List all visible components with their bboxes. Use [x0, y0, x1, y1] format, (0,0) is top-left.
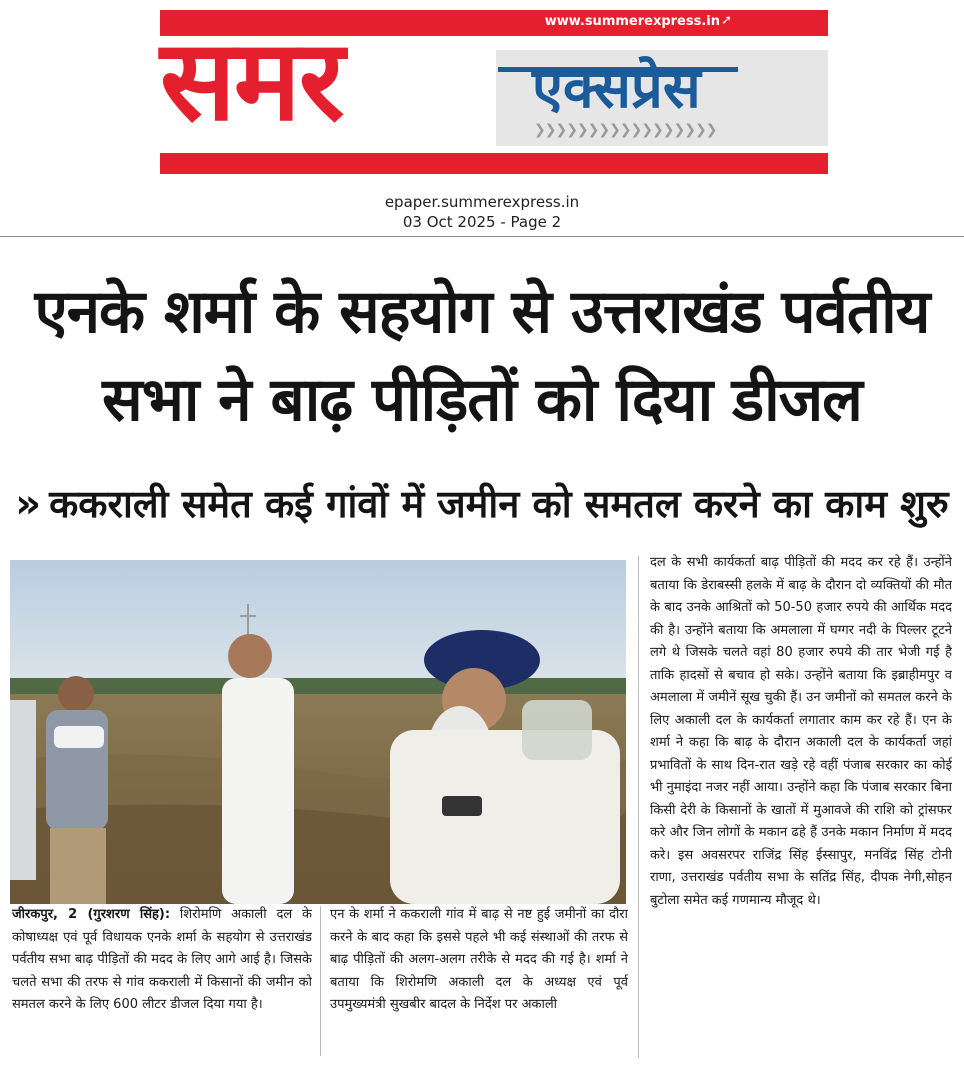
masthead-title-red: समर [160, 16, 343, 146]
article-column-1 [12, 904, 312, 1060]
cursor-arrow-icon: ➚ [721, 13, 732, 28]
headline-line-1: एनके शर्मा के सहयोग से उत्तराखंड पर्वतीय [34, 277, 930, 347]
column-divider [320, 906, 321, 1056]
subheadline [0, 476, 964, 532]
epaper-site: epaper.summerexpress.in [384, 193, 580, 211]
article-dateline: जीरकपुर, 2 (गुरशरण सिंह): [12, 907, 171, 922]
news-photo-image [10, 560, 626, 904]
article-column-1-text: शिरोमणि अकाली दल के कोषाध्यक्ष एवं पूर्व विधायक एनके शर्मा के सहयोग से उत्तराखंड पर्वतीय सभा बाढ़ पीड़ितों की मदद के लिए आगे आई है। जिसके चलते सभा की तरफ से गांव ककराली में किसानों की जमीन को समतल करने के लिए 600 लीटर डीजल दिया गया है। [12, 907, 312, 1012]
page-headline [0, 268, 964, 444]
article-column-3-text: दल के सभी कार्यकर्ता बाढ़ पीड़ितों की मदद कर रहे हैं। उन्होंने बताया कि डेराबस्सी हलके में बाढ़ के दौरान दो व्यक्तियों की मौत के बाद उनके आश्रितों को 50-50 हजार रुपये की आर्थिक मदद की है। उन्होंने बताया कि अमलाला में घग्गर नदी के पिल्लर टूटने लगे थे जिसके चलते वहां 80 हजार रुपये की तार भेजी गई है ताकि हादसों से बचाव हो सके। उन्होंने बताया कि इब्राहीमपुर व अमलाला में जमीनें सूख चुकी हैं। उन जमीनों को समतल करने के लिए अकाली दल के कार्यकर्ता लगातार काम कर रहे हैं। एन के शर्मा ने कहा कि बाढ़ के दौरान अकाली दल के कार्यकर्ता जहां प्रभावितों के साथ दिन-रात खड़े रहे वहीं पंजाब सरकार का कोई भी नुमाइंदा नजर नहीं आया। उन्होंने कहा कि पंजाब सरकार बिना किसी देरी के किसानों के खातों में मुआवजे की राशि को ट्रांसफर करे और जिन लोगों के मकान ढहे हैं उनके मकान निर्माण में मदद करे। इस अवसरपर राजिंद्र सिंह ईस्सापुर, मनविंद्र सिंह टोनी राणा, उत्तराखंड पर्वतीय सभा के सतिंद्र सिंह, दीपक नेगी,सोहन बुटोला समेत कई गणमान्य मौजूद थे। [650, 555, 952, 908]
person-far-right [522, 700, 592, 760]
masthead-logo [160, 10, 828, 174]
masthead-title-blue: एक्सप्रेस [532, 56, 701, 121]
subheadline-text: ककराली समेत कई गांवों में जमीन को समतल करने का काम शुरु [49, 482, 949, 526]
column-divider [638, 556, 639, 1058]
epaper-info [0, 192, 964, 232]
article-column-3 [650, 552, 952, 1060]
article-column-2 [330, 904, 628, 1060]
masthead-chevron-decoration: ❯❯❯❯❯❯❯❯❯❯❯❯❯❯❯❯❯ [534, 122, 717, 138]
masthead-bottom-band [160, 153, 828, 174]
divider [0, 236, 964, 237]
masthead-url: www.summerexpress.in [544, 14, 720, 29]
epaper-date-page: 03 Oct 2025 - Page 2 [402, 213, 562, 231]
headline-line-2: सभा ने बाढ़ पीड़ितों को दिया डीजल [102, 365, 862, 435]
chevron-right-icon: » [15, 481, 42, 527]
article-column-2-text: एन के शर्मा ने ककराली गांव में बाढ़ से नष्ट हुई जमीनों का दौरा करने के बाद कहा कि इससे पहले भी कई संस्थाओं की तरफ से बाढ़ पीड़ितों की अलग-अलग तरीके से मदद की गई है। शर्मा ने बताया कि शिरोमणि अकाली दल के अध्यक्ष एवं पूर्व उपमुख्यमंत्री सुखबीर बादल के निर्देश पर अकाली [330, 907, 628, 1012]
